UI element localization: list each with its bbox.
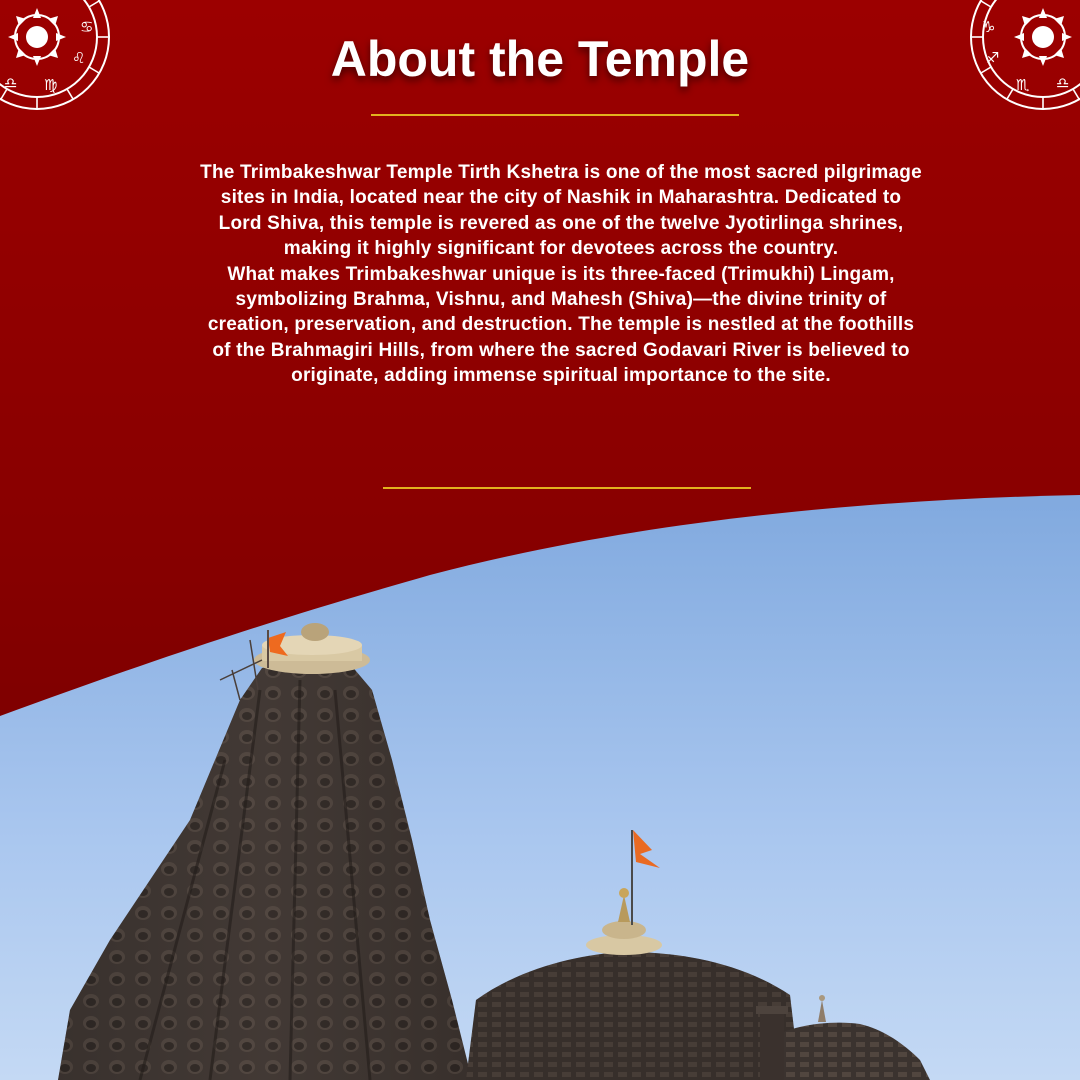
svg-text:♑: ♑ (982, 18, 996, 36)
svg-text:♐: ♐ (986, 49, 1000, 67)
page-title: About the Temple (330, 31, 750, 87)
description-paragraph-1: The Trimbakeshwar Temple Tirth Kshetra is one of the most sacred pilgrimage sites in India, located near the city of Nashik in Maharashtra. Dedicated to Lord Shiva, this temple is revered as one of the twelve Jyotirlinga shrines, making it highly significant for devotees across the country. (200, 162, 922, 260)
svg-text:♌: ♌ (72, 49, 86, 67)
svg-text:♏: ♏ (1016, 76, 1030, 94)
svg-text:♋: ♋ (80, 18, 94, 36)
svg-text:♎: ♎ (1056, 74, 1070, 92)
description-paragraph-2: What makes Trimbakeshwar unique is its three-faced (Trimukhi) Lingam, symbolizing Brahma, Vishnu, and Mahesh (Shiva)—the divine trinity of creation, preservation, and destruction. The temple is nestled at the foothills of the Brahmagiri Hills, from where the sacred Godavari River is believed to originate, adding immense spiritual importance to the site. (207, 263, 915, 387)
svg-text:♍: ♍ (44, 76, 58, 94)
svg-text:♎: ♎ (4, 74, 18, 92)
